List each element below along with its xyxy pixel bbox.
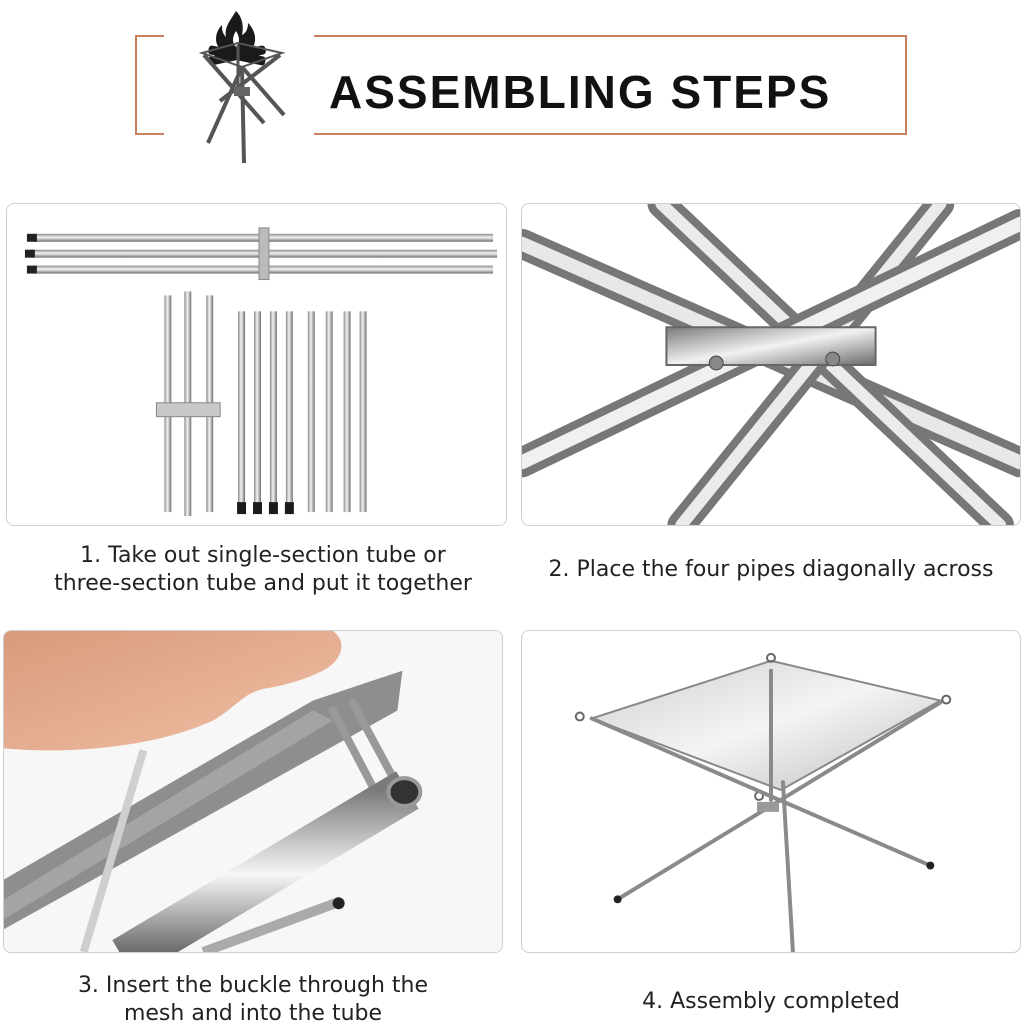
step-1-photo — [6, 203, 507, 526]
header-banner — [135, 35, 907, 135]
fire-pit-stand-icon — [164, 3, 314, 168]
step-2-caption — [521, 556, 1021, 584]
step-3-caption — [3, 972, 503, 1028]
step-1-caption-line-1: 1. Take out single-section tube or — [80, 543, 446, 568]
step-3-caption-line-2: mesh and into the tube — [123, 1001, 383, 1026]
step-2-caption-line-1: 2. Place the four pipes diagonally across — [548, 557, 994, 582]
step-2-photo — [521, 203, 1021, 526]
step-3-caption-line-1: 3. Insert the buckle through the — [77, 973, 429, 998]
step-1-caption-line-2: three-section tube and put it together — [54, 571, 472, 596]
step-4-photo — [521, 630, 1021, 953]
step-3-photo — [3, 630, 503, 953]
step-1-caption — [6, 542, 520, 598]
step-4-caption-line-1: 4. Assembly completed — [642, 989, 900, 1014]
step-4-caption — [521, 988, 1021, 1016]
page-title: ASSEMBLING STEPS — [329, 66, 832, 118]
